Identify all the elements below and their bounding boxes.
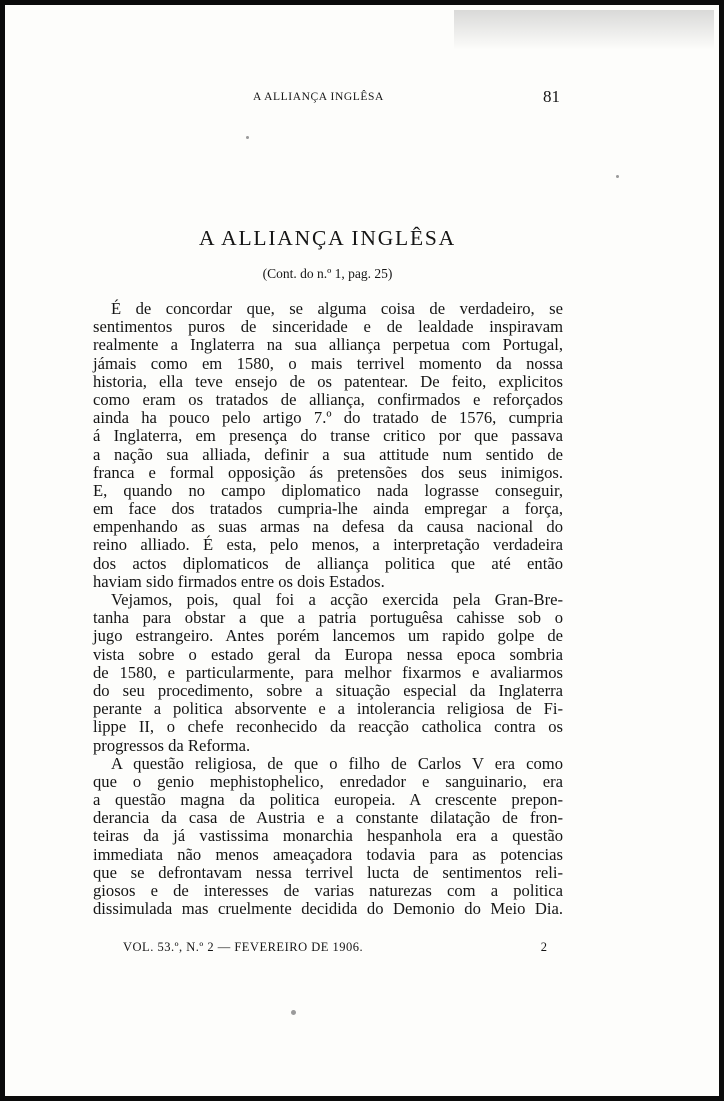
article-title: A ALLIANÇA INGLÊSA [199,226,456,250]
text-line: haviam sido firmados entre os dois Estados. [93,571,385,591]
text-line: que o genio mephistophelico, enredador e sanguinario, era [93,771,563,791]
text-line: como eram os tratados de alliança, confirmados e reforçados [93,389,563,409]
text-line: á Inglaterra, em presença do transe critico por que passava [93,426,563,446]
text-line: teiras da já vastissima monarchia hespanhola era a questão [93,826,563,846]
running-header [95,89,560,109]
text-line: vista sobre o estado geral da Europa nessa epoca sombria [93,644,563,664]
volume-line: VOL. 53.º, N.º 2 — FEVEREIRO DE 1906. [123,940,364,954]
text-line: em face dos tratados cumpria-lhe ainda empregar a força, [93,499,563,519]
text-line: franca e formal opposição ás pretensões dos seus inimigos. [93,462,563,482]
text-line: reino alliado. É esta, pelo menos, a interpretação verdadeira [93,535,563,555]
text-line: historia, ella teve ensejo de os patentear. De feito, explicitos [93,371,563,391]
text-line: a nação sua alliada, definir a sua attitude num sentido de [93,444,563,464]
text-line: Vejamos, pois, qual foi a acção exercida pela Gran-Bre- [111,590,563,609]
text-line: tanha para obstar a que a patria portuguêsa cahisse sob o [93,608,563,628]
text-line: sentimentos puros de sinceridade e de lealdade inspiravam [93,317,563,337]
text-line: do seu procedimento, sobre a situação especial da Inglaterra [93,680,563,700]
text-line: perante a politica absorvente e a intolerancia religiosa de Fi- [93,699,563,719]
page-footer [123,940,563,958]
text-line: giosos e de interesses de varias naturezas com a politica [93,881,563,900]
scan-shading [454,10,714,50]
ink-speck [246,136,249,139]
signature-mark: 2 [540,940,547,954]
text-line: dos actos diplomaticos de alliança politica que até então [93,553,563,573]
text-line: jámais como em 1580, o mais terrivel momento da nossa [93,353,563,373]
article-body [93,300,563,918]
text-line: derancia da casa de Austria e a constante dilatação de fron- [93,808,563,828]
text-line: lippe II, o chefe reconhecido da reacção catholica contra os [93,717,563,737]
text-line: a questão magna da politica europeia. A crescente prepon- [93,790,563,810]
ink-speck [291,1010,296,1015]
text-line: A questão religiosa, de que o filho de Carlos V era como [111,753,563,773]
text-line: progressos da Reforma. [93,735,251,755]
text-line: empenhando as suas armas na defesa da causa nacional do [93,517,563,537]
running-title: A ALLIANÇA INGLÊSA [253,91,384,103]
text-line: immediata não menos ameaçadora todavia para as potencias [93,844,563,864]
text-line: que se defrontavam nessa terrivel lucta de sentimentos reli- [93,862,563,882]
text-line: É de concordar que, se alguma coisa de verdadeiro, se [111,299,563,318]
text-line: E, quando no campo diplomatico nada lograsse conseguir, [93,480,563,500]
text-line: ainda ha pouco pelo artigo 7.º do tratado de 1576, cumpria [93,408,563,428]
page-number: 81 [543,87,560,106]
text-line: realmente a Inglaterra na sua alliança perpetua com Portugal, [93,335,563,355]
ink-speck [616,175,619,178]
text-line: de 1580, e particularmente, para melhor fixarmos e avaliarmos [93,662,563,682]
text-line: jugo estrangeiro. Antes porém lancemos um rapido golpe de [93,626,563,646]
text-line: dissimulada mas cruelmente decidida do Demonio do Meio Dia. [93,899,563,919]
continuation-note: (Cont. do n.º 1, pag. 25) [262,266,393,281]
